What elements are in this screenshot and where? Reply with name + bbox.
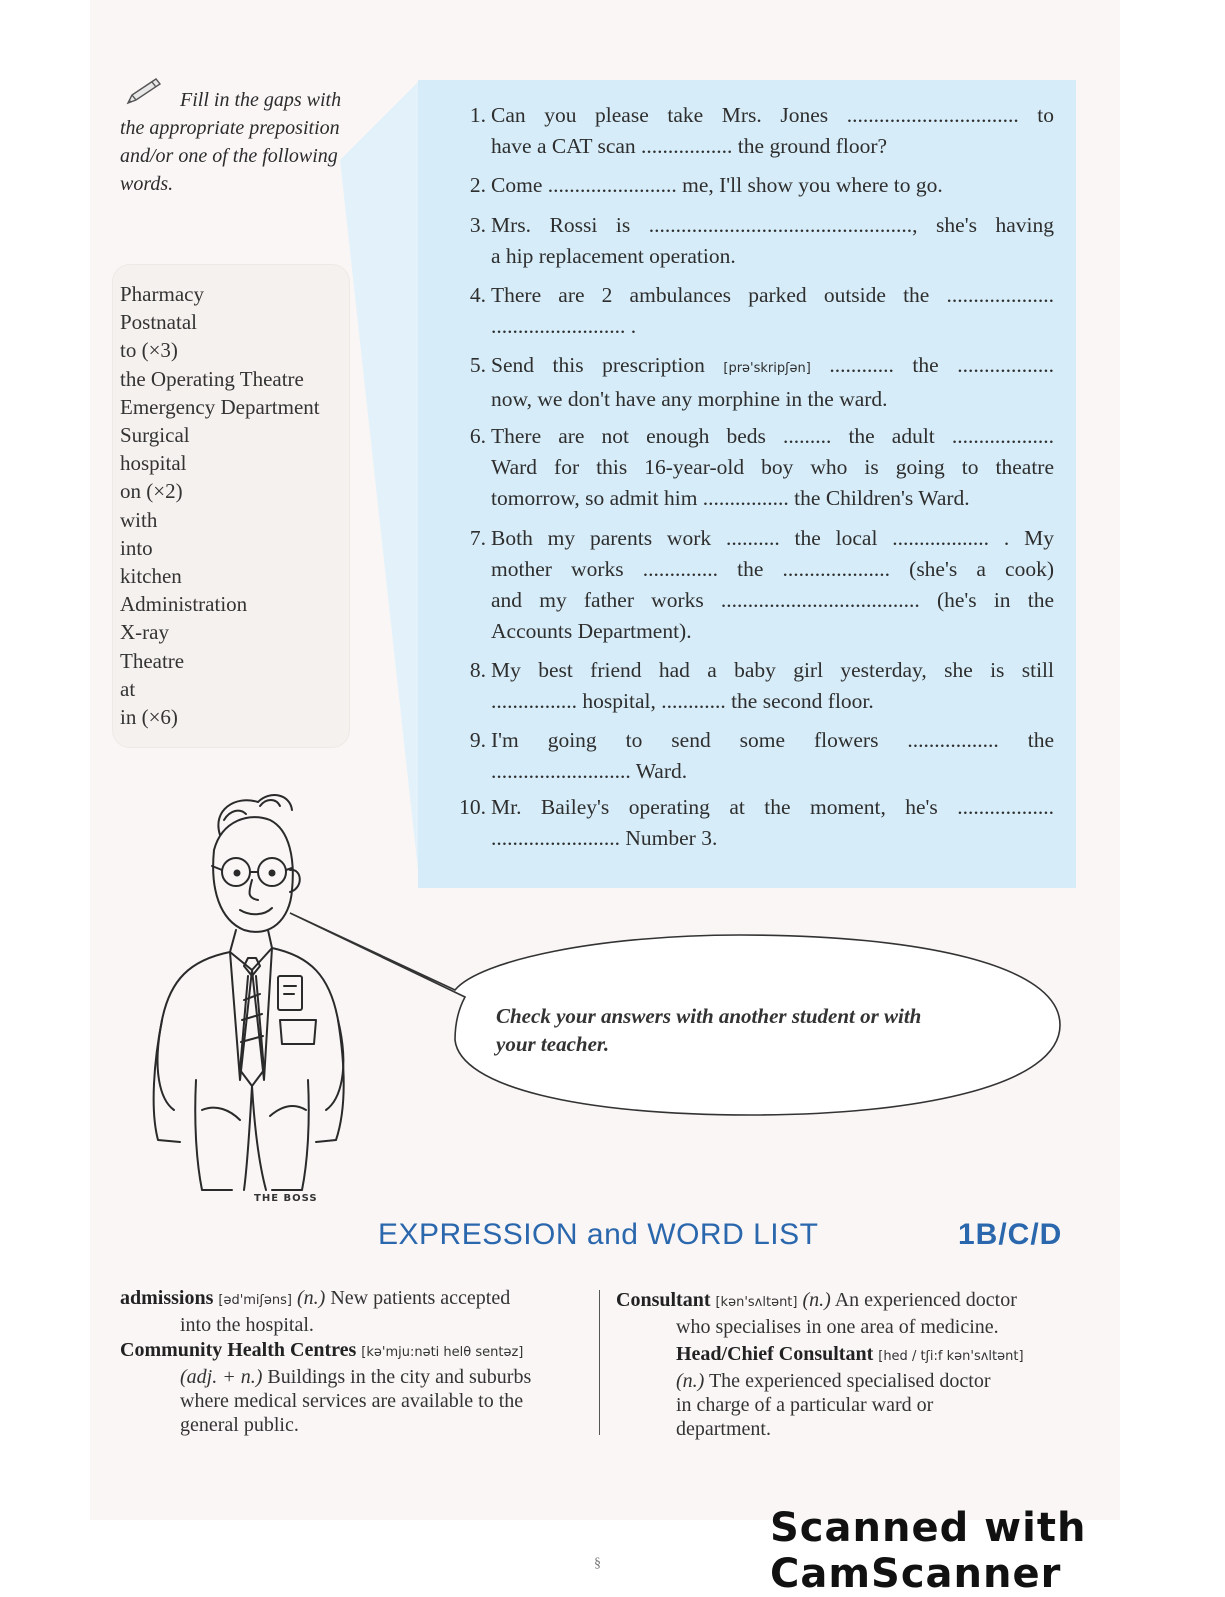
question-8: 8. My best friend had a baby girl yesterday, she is still ................ hospital, ............ the second floor. [469, 658, 1054, 713]
section-code: 1B/C/D [958, 1218, 1063, 1251]
word-item: Theatre [120, 648, 185, 673]
word-item: Pharmacy [120, 282, 204, 306]
column-divider [599, 1290, 600, 1435]
question-3: 3. Mrs. Rossi is ................................................., she's having a hip replacement operation. [469, 213, 1054, 268]
word-item: to (×3) [120, 338, 178, 363]
scanner-watermark: Scanned with CamScanner [770, 1505, 1087, 1597]
word-item: with [120, 507, 158, 532]
bubble-text: Check your answers with another student or with your teacher. [496, 1004, 922, 1056]
question-2: 2. Come ........................ me, I'll show you where to go. [469, 173, 943, 197]
word-item: Administration [120, 592, 248, 617]
word-item: into [120, 535, 153, 560]
question-5: 5. Send this prescription [prə'skripʃən] ............ the .................. now, we don't have any morphine in the ward. [469, 353, 1054, 411]
question-9: 9. I'm going to send some flowers ................. the .......................... Ward. [469, 728, 1054, 783]
word-item: the Operating Theatre [120, 366, 304, 391]
word-item: at [120, 676, 136, 701]
question-6: 6. There are not enough beds ......... the adult ................... Ward for this 16-year-old boy who is going to theatre tomorrow, so admit him ................ the Children's Ward. [469, 424, 1054, 510]
word-item: Emergency Department [120, 394, 320, 419]
glossary-entry-head-consultant: Head/Chief Consultant [hed / tʃi:f kən'sʌltənt] (n.) The experienced specialised doctor in charge of a particular ward or department. [676, 1343, 1024, 1440]
question-1: 1. Can you please take Mrs. Jones ................................ to have a CAT scan ................. the ground floor? [469, 103, 1054, 158]
question-7: 7. Both my parents work .......... the local .................. . My mother works .............. the .................... (she's a cook) and my father works ..................................... (he's in the Accounts Department). [469, 526, 1054, 643]
word-item: Postnatal [120, 310, 197, 335]
ipa-prescription: [prə'skripʃən] [723, 361, 811, 376]
word-item: X-ray [120, 620, 169, 645]
question-4: 4. There are 2 ambulances parked outside the .................... ......................... . [469, 283, 1054, 338]
footer-mark: § [594, 1556, 601, 1571]
word-item: on (×2) [120, 479, 183, 504]
glossary-entry-admissions: admissions [əd'miʃəns] (n.) New patients accepted into the hospital. [120, 1287, 511, 1336]
question-10: 10. Mr. Bailey's operating at the moment, he's .................. ........................ Number 3. [459, 795, 1054, 850]
glossary-entry-community-health-centres: Community Health Centres [kə'mju:nəti helθ sentəz] (adj. + n.) Buildings in the city and suburbs where medical services are available to the general public. [120, 1339, 532, 1436]
word-item: kitchen [120, 564, 182, 589]
exercise-instruction: Fill in the gaps with the appropriate preposition and/or one of the following words. [120, 89, 342, 195]
glossary-entry-consultant: Consultant [kən'sʌltənt] (n.) An experienced doctor who specialises in one area of medicine. [616, 1289, 1017, 1338]
word-item: in (×6) [120, 705, 178, 730]
speech-pointer [340, 80, 420, 888]
illustrator-signature: THE BOSS [254, 1193, 318, 1204]
section-title: EXPRESSION and WORD LIST [378, 1218, 819, 1251]
word-item: Surgical [120, 423, 190, 448]
word-item: hospital [120, 451, 187, 476]
word-list [120, 280, 320, 731]
